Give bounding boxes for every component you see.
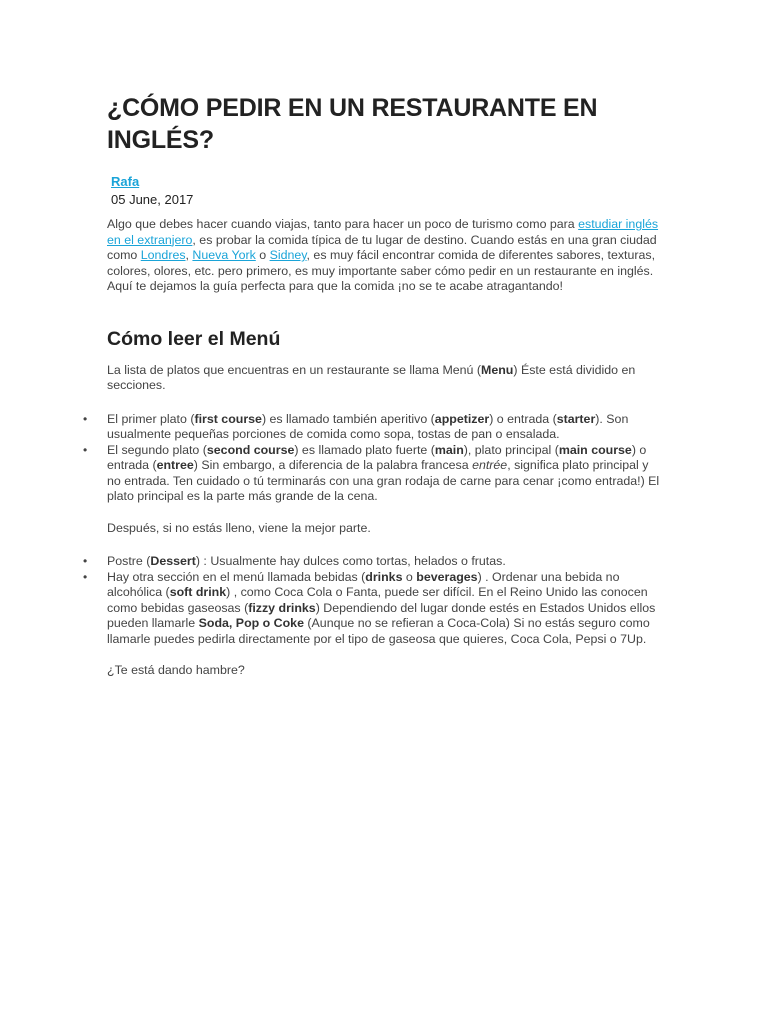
bullet-icon: •: [83, 411, 88, 426]
term: soft drink: [169, 585, 227, 599]
item-text: Hay otra sección en el menú llamada bebidas (: [107, 569, 366, 584]
term: starter: [556, 411, 596, 426]
link-new-york[interactable]: Nueva York: [192, 248, 256, 262]
term: fizzy drinks: [248, 600, 316, 615]
menu-intro-paragraph: [107, 363, 663, 394]
term: first course: [194, 411, 262, 426]
term: Soda, Pop o Coke: [198, 616, 304, 630]
link-study-abroad[interactable]: estudiar inglés en el extranjero: [107, 217, 659, 247]
intro-text: ,: [185, 248, 193, 262]
intro-text: , es probar la comida típica de tu lugar de destino. Cuando estás en una gran ciudad como: [107, 232, 657, 262]
term: appetizer: [434, 411, 490, 426]
menu-intro-text: ) Éste está dividido en secciones.: [107, 362, 636, 392]
item-text: ). Son usualmente pequeñas porciones de comida como sopa, tostas de pan o ensalada.: [107, 411, 629, 441]
item-text: ) : Usualmente hay dulces como tortas, helados o frutas.: [195, 554, 506, 568]
item-text: ) o entrada (: [107, 442, 647, 472]
article: [83, 92, 663, 679]
item-text: El primer plato (: [107, 411, 195, 426]
term-italic: entrée: [472, 458, 508, 472]
term: second course: [206, 442, 295, 457]
item-text: ) es llamado plato fuerte (: [294, 442, 435, 457]
item-text: ) Dependiendo del lugar donde estés en Estados Unidos ellos pueden llamarle: [107, 600, 656, 630]
list-item-drinks: [83, 569, 663, 648]
after-paragraph: Después, si no estás lleno, viene la mejor parte.: [107, 520, 371, 535]
article-title: ¿CÓMO PEDIR EN UN RESTAURANTE EN INGLÉS?: [107, 94, 598, 154]
list-item-first-course: [83, 411, 663, 443]
bullet-icon: •: [83, 554, 88, 568]
term: main: [434, 442, 464, 457]
item-text: , significa plato principal y no entrada. Ten cuidado o tú terminarás con una gran rodaja de carne para cenar ¡como entrada!) El plato principal es la parte más grande de la cena.: [107, 458, 660, 503]
item-text: Postre (: [107, 554, 151, 568]
closing-paragraph: ¿Te está dando hambre?: [107, 663, 245, 677]
item-text: ) o entrada (: [489, 411, 557, 426]
courses-list: [83, 411, 663, 505]
item-text: ) , como Coca Cola o Fanta, puede ser difícil. En el Reino Unido las conocen como bebidas gaseosas (: [107, 585, 648, 615]
list-item-dessert: [83, 554, 663, 570]
intro-text: , es muy fácil encontrar comida de diferentes sabores, texturas, colores, olores, etc. pero primero, es muy importante saber cómo pedir en un restaurante en inglés. Aquí te dejamos la guía perfecta para que la comida ¡no se te acabe atragantando!: [107, 248, 656, 293]
publish-date: 05 June, 2017: [111, 192, 194, 207]
author-link[interactable]: Rafa: [111, 174, 140, 189]
term: main course: [558, 442, 632, 457]
item-text: ) es llamado también aperitivo (: [261, 411, 435, 426]
term: entree: [156, 458, 194, 472]
item-text: ) . Ordenar una bebida no alcohólica (: [107, 569, 620, 599]
term: Dessert: [150, 554, 196, 568]
bullet-icon: •: [83, 442, 88, 457]
item-text: (Aunque no se refieran a Coca-Cola) Si no estás seguro como llamarle puedes pedirla directamente por el tipo de gaseosa que quieres, Coca Cola, Pepsi o 7Up.: [107, 616, 650, 646]
list-item-second-course: [83, 442, 663, 505]
link-london[interactable]: Londres: [140, 248, 186, 262]
dessert-drinks-list: [83, 554, 663, 647]
item-text: ), plato principal (: [463, 442, 559, 457]
intro-text: o: [255, 248, 270, 262]
intro-text: Algo que debes hacer cuando viajas, tanto para hacer un poco de turismo como para: [107, 217, 579, 231]
intro-paragraph: [107, 217, 663, 295]
term: beverages: [416, 569, 478, 584]
section-heading-menu: Cómo leer el Menú: [107, 327, 281, 350]
bullet-icon: •: [83, 569, 88, 584]
item-text: o: [402, 569, 417, 584]
item-text: El segundo plato (: [107, 442, 207, 457]
menu-intro-text: La lista de platos que encuentras en un restaurante se llama Menú (: [107, 362, 482, 377]
item-text: ) Sin embargo, a diferencia de la palabra francesa: [193, 458, 473, 472]
term: drinks: [365, 569, 403, 584]
link-sydney[interactable]: Sidney: [269, 248, 307, 262]
term-menu: Menu: [481, 362, 514, 377]
